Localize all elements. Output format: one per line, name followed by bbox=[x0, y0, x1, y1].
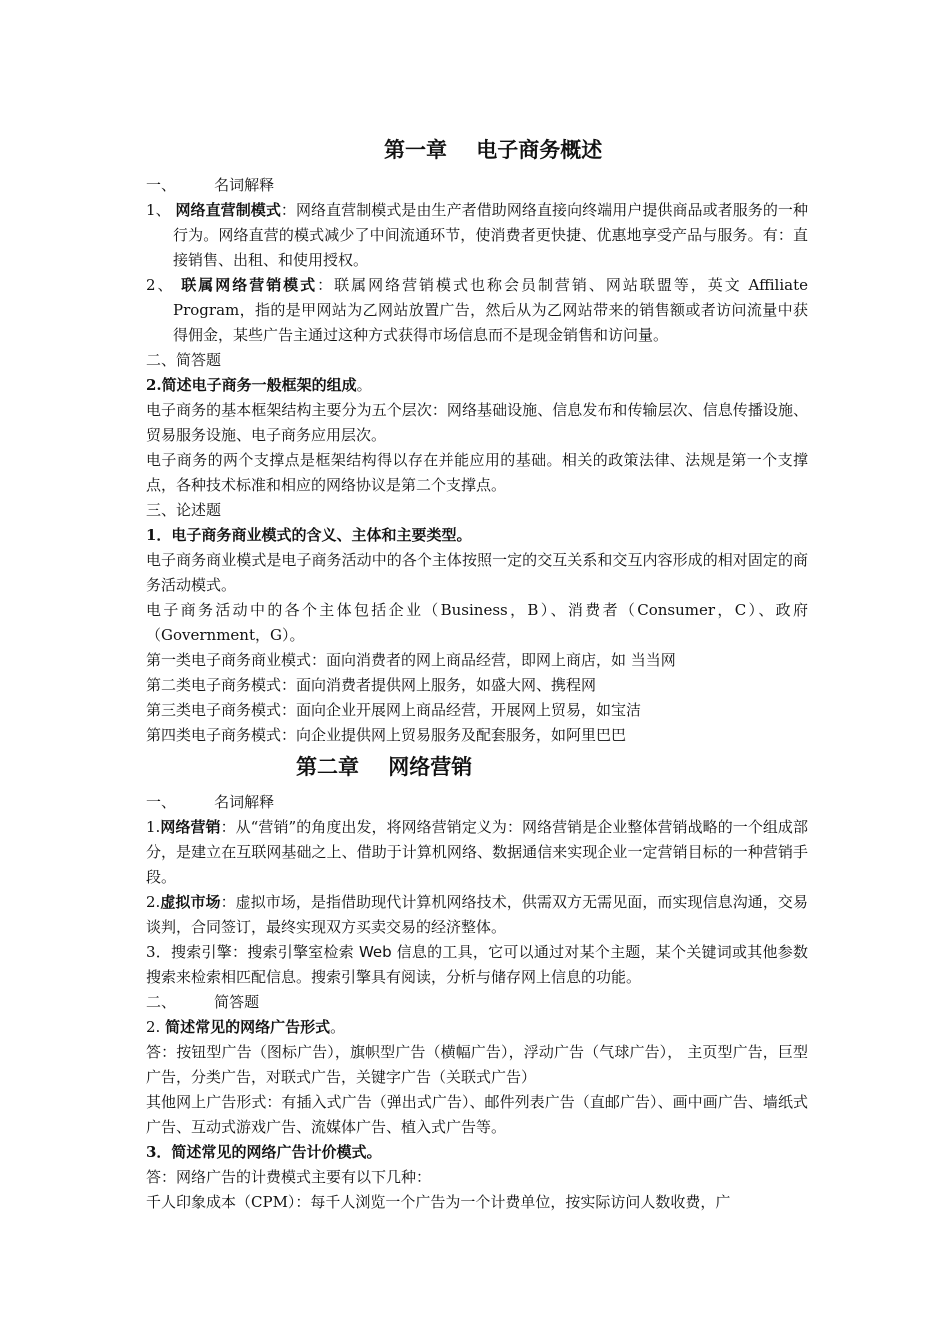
term-name: 网络直营制模式 bbox=[175, 201, 281, 219]
term-number: 2. bbox=[146, 893, 161, 911]
section-heading: 一、 名词解释 bbox=[146, 176, 275, 194]
term-definition: ：联属网络营销模式也称会员制营销、网站联盟等，英文 Affiliate Program，指的是甲网站为乙网站放置广告，然后从为乙网站带来的销售额或者访问流量中获得佣金，某些广告主通过这种方式获得市场信息而不是现金销售和访问量。 bbox=[173, 276, 808, 344]
answer-paragraph: 千人印象成本（CPM）：每千人浏览一个广告为一个计费单位，按实际访问人数收费，广 bbox=[146, 1193, 731, 1211]
term-definition: ：虚拟市场，是指借助现代计算机网络技术，供需双方无需见面，而实现信息沟通，交易谈判，合同签订，最终实现双方买卖交易的经济整体。 bbox=[146, 893, 808, 936]
term-web: Web bbox=[358, 943, 392, 961]
term-name: 联属网络营销模式 bbox=[181, 276, 318, 294]
question-heading: 1．电子商务商业模式的含义、主体和主要类型。 bbox=[146, 526, 472, 544]
answer-paragraph: 电子商务活动中的各个主体包括企业（Business，B）、消费者（Consumer，C）、政府（Government，G）。 bbox=[146, 601, 808, 644]
answer-paragraph: 其他网上广告形式：有插入式广告（弹出式广告）、邮件列表广告（直邮广告）、画中画广告、墙纸式广告、互动式游戏广告、流媒体广告、植入式广告等。 bbox=[146, 1093, 808, 1136]
section-heading: 二、 简答题 bbox=[146, 993, 260, 1011]
answer-paragraph: 答：按钮型广告（图标广告），旗帜型广告（横幅广告），浮动广告（气球广告）， 主页型广告，巨型广告，分类广告，对联式广告，关键字广告（关联式广告） bbox=[146, 1043, 808, 1086]
question-text: 2.简述电子商务一般框架的组成 bbox=[146, 376, 357, 394]
answer-paragraph: 电子商务的两个支撑点是框架结构得以存在并能应用的基础。相关的政策法律、法规是第一个支撑点，各种技术标准和相应的网络协议是第二个支撑点。 bbox=[146, 451, 808, 494]
question-tail: 。 bbox=[356, 376, 372, 394]
question-heading bbox=[146, 373, 808, 398]
section-heading: 三、论述题 bbox=[146, 501, 222, 519]
answer-paragraph: 第一类电子商务商业模式：面向消费者的网上商品经营，即网上商店，如 当当网 bbox=[146, 651, 676, 669]
term-item bbox=[146, 940, 808, 990]
term-item bbox=[146, 198, 808, 273]
term-number: 2、 bbox=[146, 276, 175, 294]
document-body bbox=[146, 135, 808, 1215]
term-definition: 3．搜索引擎：搜索引擎室检索 bbox=[146, 943, 359, 961]
question-text: 简述常见的网络广告形式 bbox=[165, 1018, 331, 1036]
section-heading: 一、 名词解释 bbox=[146, 793, 275, 811]
answer-paragraph: 第二类电子商务模式：面向消费者提供网上服务，如盛大网、携程网 bbox=[146, 676, 597, 694]
answer-paragraph: 第四类电子商务模式：向企业提供网上贸易服务及配套服务，如阿里巴巴 bbox=[146, 726, 627, 744]
term-name: 虚拟市场 bbox=[160, 893, 221, 911]
term-name: 网络营销 bbox=[160, 818, 221, 836]
term-item bbox=[146, 273, 808, 348]
question-number: 2. bbox=[146, 1018, 166, 1036]
question-tail: 。 bbox=[330, 1018, 346, 1036]
answer-paragraph: 电子商务商业模式是电子商务活动中的各个主体按照一定的交互关系和交互内容形成的相对固定的商务活动模式。 bbox=[146, 551, 808, 594]
chapter-1-title: 第一章 电子商务概述 bbox=[384, 138, 603, 162]
term-definition: ：网络直营制模式是由生产者借助网络直接向终端用户提供商品或者服务的一种行为。网络直营的模式减少了中间流通环节，使消费者更快捷、优惠地享受产品与服务。有：直接销售、出租、和使用授权。 bbox=[173, 201, 808, 269]
term-item bbox=[146, 890, 808, 940]
answer-paragraph: 电子商务的基本框架结构主要分为五个层次：网络基础设施、信息发布和传输层次、信息传播设施、贸易服务设施、电子商务应用层次。 bbox=[146, 401, 808, 444]
answer-paragraph: 第三类电子商务模式：面向企业开展网上商品经营，开展网上贸易，如宝洁 bbox=[146, 701, 642, 719]
section-heading: 二、简答题 bbox=[146, 351, 222, 369]
term-definition: 信息的工具，它可以通过对某个主题，某个关键词或其他参数搜索来检索相匹配信息。搜索引擎具有阅读，分析与储存网上信息的功能。 bbox=[146, 943, 808, 986]
term-number: 1. bbox=[146, 818, 161, 836]
chapter-2-title: 第二章 网络营销 bbox=[296, 755, 473, 779]
answer-paragraph: 答：网络广告的计费模式主要有以下几种： bbox=[146, 1168, 432, 1186]
question-heading bbox=[146, 1015, 808, 1040]
term-definition: ：从“营销”的角度出发，将网络营销定义为：网络营销是企业整体营销战略的一个组成部分，是建立在互联网基础之上、借助于计算机网络、数据通信来实现企业一定营销目标的一种营销手段。 bbox=[146, 818, 808, 886]
question-heading: 3．简述常见的网络广告计价模式。 bbox=[146, 1143, 382, 1161]
term-number: 1、 bbox=[146, 201, 171, 219]
term-item bbox=[146, 815, 808, 890]
